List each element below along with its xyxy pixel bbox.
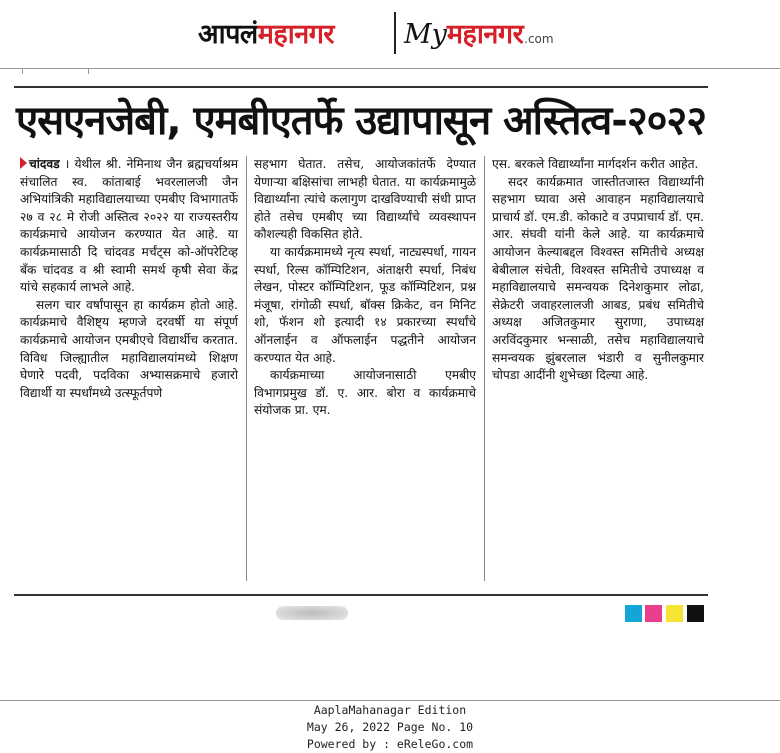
paragraph: सदर कार्यक्रमात जास्तीतजास्त विद्यार्थ्यांनी सहभाग घ्यावा असे आवाहन महाविद्यालयाचे प्राचार्य डॉ. एम.डी. कोकाटे व उपप्राचार्य डॉ. एम. आर. संघवी यांनी केले आहे. या कार्यक्रमाचे आयोजन केल्याबद्दल विश्वस्त समितीचे अध्यक्ष बेबीलाल संचेती, विश्वस्त समितीचे उपाध्यक्ष व महाविद्यालयाचे समन्वयक दिनेशकुमार लोढा, सेक्रेटरी जवाहरलालजी आबड, प्रबंध समितीचे अध्यक्ष अजितकुमार सुराणा, उपाध्यक्ष अरविंदकुमार भन्साळी, तसेच महाविद्यालयाचे समन्वयक झुंबरलाल भंडारी व सुनीलकुमार चोपडा आदींनी शुभेच्छा दिल्या आहे. xyxy=(492,174,704,383)
paragraph: या कार्यक्रमामध्ये नृत्य स्पर्धा, नाट्यस्पर्धा, गायन स्पर्धा, रिल्स कॉम्पिटिशन, अंताक्षरी स्पर्धा, निबंध लेखन, पोस्टर कॉम्पिटिशन, फूड कॉम्पिटिशन, प्रश्न मंजूषा, रांगोळी स्पर्धा, बॉक्स क्रिकेट, वन मिनिट शो, फॅशन शो इत्यादी १४ प्रकारच्या स्पर्धांचे ऑनलाईन व ऑफलाईन पद्धतीने आयोजन करण्यात येत आहे. xyxy=(254,244,476,365)
paragraph: सलग चार वर्षांपासून हा कार्यक्रम होतो आहे. कार्यक्रमाचे वैशिष्ट्य म्हणजे दरवर्षी या संपूर्ण कार्यक्रमाचे आयोजन एमबीएचे विद्यार्थीच करतात. विविध जिल्ह्यातील महाविद्यालयांमध्ये शिक्षण घेणारे पदवी, पदविका अभ्यासक्रमाचे हजारो विद्यार्थी या स्पर्धांमध्ये उत्स्फूर्तपणे xyxy=(20,297,238,400)
paragraph: सहभाग घेतात. तसेच, आयोजकांतर्फे देण्यात येणाऱ्या बक्षिसांचा लाभही घेतात. या कार्यक्रमामुळे विद्यार्थ्यांना त्यांचे कलागुण दाखविण्याची संधी प्राप्त होते तसेच एमबीए च्या विद्यार्थ्यांचे व्यवस्थापन कौशल्यही विकसित होते. xyxy=(254,157,476,242)
clip-bottom-border xyxy=(14,594,708,596)
footer xyxy=(0,702,780,753)
footer-date-page: May 26, 2022 Page No. 10 xyxy=(306,720,474,734)
paragraph xyxy=(20,156,238,297)
paragraph: कार्यक्रमाच्या आयोजनासाठी एमबीए विभागप्रमुख डॉ. ए. आर. बोरा व कार्यक्रमाचे संयोजक प्रा. एम. xyxy=(254,368,476,418)
footer-edition: AaplaMahanagar Edition xyxy=(313,703,467,717)
article-column-2 xyxy=(254,156,476,420)
article-column-3 xyxy=(492,156,704,385)
logo-divider xyxy=(394,12,396,54)
scroll-pill-indicator[interactable] xyxy=(276,606,348,620)
clip-top-border xyxy=(14,86,708,88)
article-headline: एसएनजेबी, एमबीएतर्फे उद्यापासून अस्तित्व-२०२२ xyxy=(15,98,707,144)
masthead xyxy=(0,0,780,66)
logo2-name: महानगर xyxy=(446,19,524,50)
bottom-rule xyxy=(0,700,780,701)
footer-powered-by[interactable]: Powered by : eReleGo.com xyxy=(306,737,474,751)
color-swatch-cyan xyxy=(625,605,642,622)
dateline: चांदवड xyxy=(29,157,60,171)
logo2-com: .com xyxy=(524,32,554,46)
color-swatch-black xyxy=(687,605,704,622)
paragraph-text: । येथील श्री. नेमिनाथ जैन ब्रह्मचर्याश्रम संचालित स्व. कांताबाई भवरलालजी जैन अभियांत्रिकी महाविद्यालयाच्या एमबीए विभागातर्फे २७ व २८ मे रोजी अस्तित्व २०२२ या राज्यस्तरीय कार्यक्रमाचे आयोजन करण्यात येत आहे. या कार्यक्रमासाठी दि चांदवड मर्चंट्स को-ऑपरेटिव्ह बँक चांदवड व श्री स्वामी समर्थ कृषी सेवा केंद्र यांचे सहकार्य लाभले आहे. xyxy=(20,157,238,295)
dateline-marker-icon xyxy=(20,157,27,169)
article-column-1 xyxy=(20,156,238,402)
aapla-mahanagar-logo[interactable] xyxy=(198,14,334,51)
color-swatch-magenta xyxy=(645,605,662,622)
article-clipping[interactable] xyxy=(14,86,708,596)
top-rule xyxy=(0,68,780,69)
rule-tick xyxy=(22,68,23,74)
column-divider xyxy=(246,156,247,581)
rule-tick xyxy=(88,68,89,74)
color-swatch-yellow xyxy=(666,605,683,622)
logo1-part2: महानगर xyxy=(257,19,334,50)
logo2-my: My xyxy=(404,19,447,50)
my-mahanagar-logo[interactable] xyxy=(404,14,554,51)
logo1-part1: आपलं xyxy=(198,19,258,50)
paragraph: एस. बरकले विद्यार्थ्यांना मार्गदर्शन करीत आहेत. xyxy=(492,157,699,171)
column-divider xyxy=(484,156,485,581)
